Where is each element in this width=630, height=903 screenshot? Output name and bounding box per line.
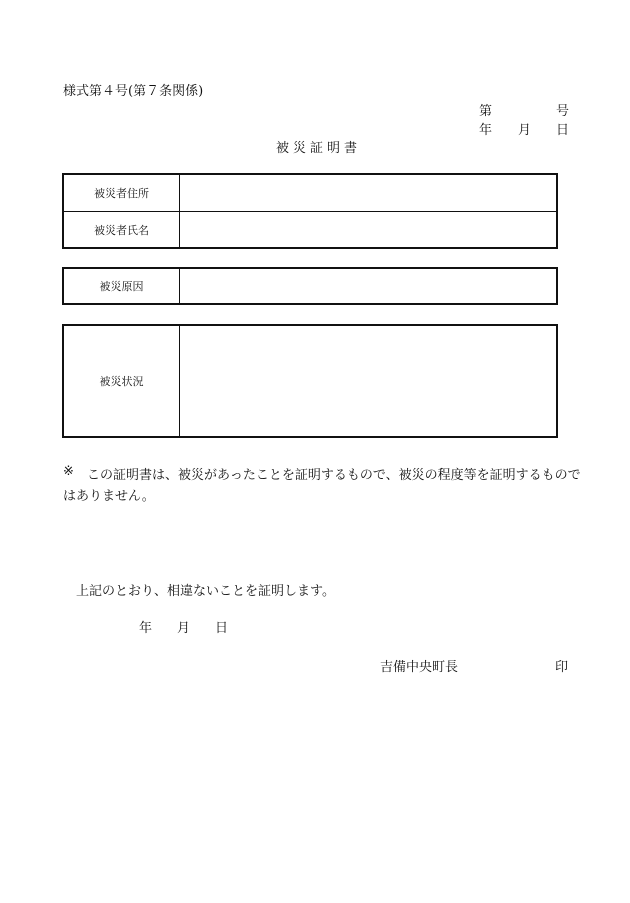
cause-row xyxy=(64,269,556,303)
situation-row xyxy=(64,326,556,436)
address-label: 被災者住所 xyxy=(64,175,180,211)
header-date-month: 月 xyxy=(518,123,532,138)
cause-table xyxy=(62,267,558,305)
number-prefix: 第 xyxy=(479,104,493,119)
certification-day: 日 xyxy=(215,621,229,636)
situation-table xyxy=(62,324,558,438)
victim-info-table xyxy=(62,173,558,249)
name-label: 被災者氏名 xyxy=(64,212,180,247)
certification-statement: 上記のとおり、相違ないことを証明します。 xyxy=(76,584,335,599)
certification-month: 月 xyxy=(177,621,191,636)
address-row xyxy=(64,175,556,211)
form-number: 様式第４号(第７条関係) xyxy=(63,84,204,99)
document-title: 被災証明書 xyxy=(276,141,362,156)
header-date-day: 日 xyxy=(556,123,570,138)
cause-field[interactable] xyxy=(180,269,556,303)
address-field[interactable] xyxy=(180,175,556,211)
name-field[interactable] xyxy=(180,212,556,247)
cause-label: 被災原因 xyxy=(64,269,180,303)
note-line-1: この証明書は、被災があったことを証明するもので、被災の程度等を証明するもので xyxy=(87,468,581,483)
note-mark: ※ xyxy=(63,464,74,479)
seal-mark: 印 xyxy=(555,660,569,675)
situation-field[interactable] xyxy=(180,326,556,436)
certification-year: 年 xyxy=(139,621,153,636)
note-line-2: はありません。 xyxy=(63,489,155,504)
header-date-year: 年 xyxy=(479,123,493,138)
name-row xyxy=(64,211,556,247)
situation-label: 被災状況 xyxy=(64,326,180,436)
number-suffix: 号 xyxy=(556,104,570,119)
issuer-name: 吉備中央町長 xyxy=(380,660,459,675)
